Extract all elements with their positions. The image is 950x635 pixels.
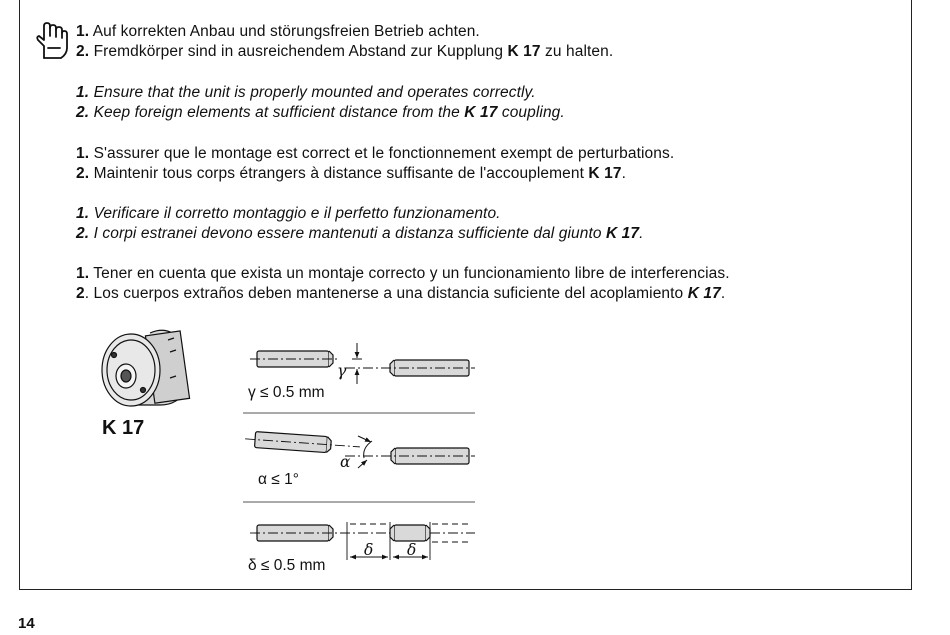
- es-line-1: 1. Tener en cuenta que exista un montaje correcto y un funcionamiento libre de interferencias.: [76, 265, 730, 282]
- gamma-symbol: γ: [337, 362, 347, 380]
- delta-symbol-right: δ: [407, 541, 417, 559]
- coupling-label: K 17: [102, 417, 145, 439]
- alpha-angle-diagram: [245, 431, 475, 468]
- delta-axial-diagram: [250, 522, 475, 560]
- page-number: 14: [18, 615, 35, 632]
- gamma-offset-diagram: [250, 343, 475, 384]
- it-line-2: 2. I corpi estranei devono essere mantenuti a distanza sufficiente dal giunto K 17.: [76, 225, 644, 242]
- es-line-2: 2. Los cuerpos extraños deben mantenerse a una distancia suficiente del acoplamiento K 17.: [76, 285, 726, 302]
- gamma-tolerance: γ ≤ 0.5 mm: [248, 384, 325, 401]
- it-line-1: 1. Verificare il corretto montaggio e il perfetto funzionamento.: [76, 205, 501, 222]
- delta-symbol-left: δ: [364, 541, 374, 559]
- de-line-1: 1. Auf korrekten Anbau und störungsfreien Betrieb achten.: [76, 23, 480, 40]
- fr-line-1: 1. S'assurer que le montage est correct et le fonctionnement exempt de perturbations.: [76, 145, 675, 162]
- en-line-1: 1. Ensure that the unit is properly mounted and operates correctly.: [76, 84, 536, 101]
- delta-tolerance: δ ≤ 0.5 mm: [248, 557, 326, 574]
- alpha-symbol: α: [340, 453, 351, 471]
- fr-line-2: 2. Maintenir tous corps étrangers à distance suffisante de l'accouplement K 17.: [76, 165, 626, 182]
- en-line-2: 2. Keep foreign elements at sufficient distance from the K 17 coupling.: [76, 104, 565, 121]
- coupling-k17-drawing: [102, 330, 190, 406]
- de-line-2: 2. Fremdkörper sind in ausreichendem Abstand zur Kupplung K 17 zu halten.: [76, 43, 614, 60]
- alpha-tolerance: α ≤ 1°: [258, 471, 299, 488]
